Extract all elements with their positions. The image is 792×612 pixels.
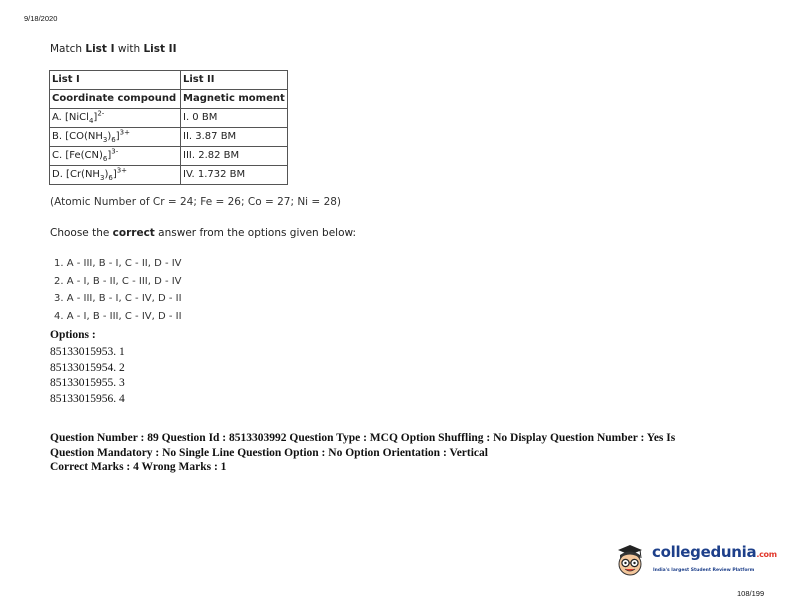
list-item: 4. A - I, B - III, C - IV, D - II [54, 310, 182, 322]
choose-bold: correct [112, 227, 155, 239]
table-row [50, 147, 288, 166]
match-table [49, 70, 288, 185]
compound-cell: A. [NiCl$_4$]$^{2-}$ [50, 109, 181, 128]
table-row [50, 109, 288, 128]
option-id: 85133015955. 3 [50, 377, 125, 389]
header-list1: List I [50, 71, 181, 90]
prompt-prefix: Match [50, 43, 86, 55]
table-row [50, 166, 288, 185]
question-metadata [50, 431, 750, 475]
choose-prefix: Choose the [50, 227, 113, 239]
moment-cell: II. 3.87 BM [181, 128, 288, 147]
subheader-moment: Magnetic moment [181, 90, 288, 109]
compound-cell: B. $[CO(NH_3)_6]^{3+}$ [50, 128, 181, 147]
mascot-face-icon [612, 543, 648, 579]
option-id-list [50, 345, 125, 407]
moment-cell: IV. 1.732 BM [181, 166, 288, 185]
prompt-list1: List I [85, 43, 115, 55]
options-label: Options : [50, 329, 96, 341]
moment-cell: I. 0 BM [181, 109, 288, 128]
logo-tagline: India's largest Student Review Platform [653, 568, 755, 573]
list-item: 1. A - III, B - I, C - II, D - IV [54, 258, 182, 269]
prompt-with: with [114, 43, 144, 55]
compound-cell: C. $[Fe(CN)_6]^{3-}$ [50, 147, 181, 166]
page-number: 108/199 [737, 589, 765, 598]
choose-instruction [50, 227, 356, 239]
subheader-compound: Coordinate compound [50, 90, 181, 109]
option-id: 85133015954. 2 [50, 361, 125, 374]
prompt-list2: List II [143, 43, 177, 55]
moment-cell: III. 2.82 BM [181, 147, 288, 166]
table-header-row [50, 71, 288, 90]
atomic-number-note: (Atomic Number of Cr = 24; Fe = 26; Co = 27; Ni = 28) [50, 196, 342, 208]
list-item: 2. A - I, B - II, C - III, D - IV [54, 275, 182, 287]
print-date: 9/18/2020 [24, 14, 58, 23]
answer-list [54, 257, 182, 327]
option-id: 85133015956. 4 [50, 392, 125, 405]
option-id: 85133015953. 1 [50, 346, 125, 358]
table-subheader-row [50, 90, 288, 109]
logo-wordmark: collegedunia.com [652, 543, 777, 561]
compound-cell: D. $[Cr(NH_3)_6]^{3+}$ [50, 166, 181, 185]
meta-line-3: Correct Marks : 4 Wrong Marks : 1 [50, 461, 227, 473]
choose-suffix: answer from the options given below: [154, 227, 357, 239]
list-item: 3. A - III, B - I, C - IV, D - II [54, 293, 182, 304]
question-prompt [50, 43, 177, 55]
meta-line-2: Question Mandatory : No Single Line Question Option : No Option Orientation : Vertical [50, 446, 488, 459]
header-list2: List II [181, 71, 288, 90]
meta-line-1: Question Number : 89 Question Id : 8513303992 Question Type : MCQ Option Shuffling : No Display Question Number : Yes Is [50, 432, 676, 444]
table-row [50, 128, 288, 147]
collegedunia-logo [612, 541, 777, 581]
